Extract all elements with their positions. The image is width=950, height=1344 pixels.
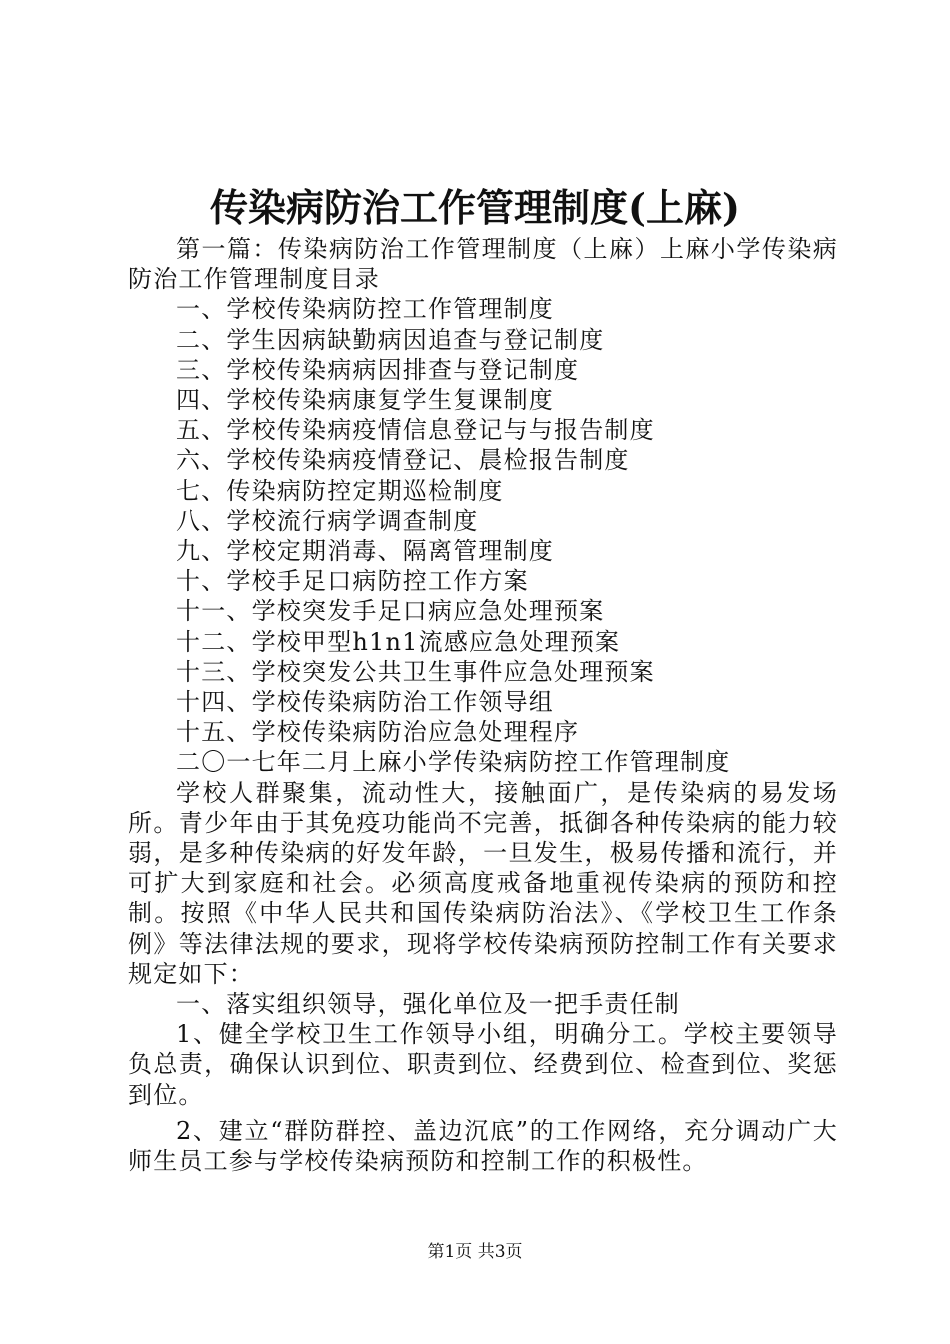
toc-item-2: 二、学生因病缺勤病因追查与登记制度 [176,325,605,354]
toc-item-6: 六、学校传染病疫情登记、晨检报告制度 [176,446,630,475]
page-number-footer: 第1页 共3页 [427,1242,523,1262]
toc-item-8: 八、学校流行病学调查制度 [176,506,479,535]
paragraph-intro: 第一篇：传染病防治工作管理制度（上麻）上麻小学传染病防治工作管理制度目录 [128,235,838,294]
toc-item-9: 九、学校定期消毒、隔离管理制度 [176,537,554,566]
document-body [128,234,838,1176]
toc-item-10: 十、学校手足口病防控工作方案 [176,567,529,596]
toc-item-4: 四、学校传染病康复学生复课制度 [176,386,554,415]
section-heading-1: 一、落实组织领导，强化单位及一把手责任制 [176,990,680,1019]
section-heading-date: 二〇一七年二月上麻小学传染病防控工作管理制度 [176,748,731,777]
toc-item-12: 十二、学校甲型h1n1流感应急处理预案 [176,627,621,656]
toc-item-1: 一、学校传染病防控工作管理制度 [176,295,554,324]
toc-item-7: 七、传染病防控定期巡检制度 [176,476,504,505]
paragraph-item-2: 2、建立“群防群控、盖边沉底”的工作网络，充分调动广大师生员工参与学校传染病预防和控制工作的积极性。 [128,1116,838,1176]
toc-item-13: 十三、学校突发公共卫生事件应急处理预案 [176,657,655,686]
toc-item-15: 十五、学校传染病防治应急处理程序 [176,718,580,747]
toc-item-5: 五、学校传染病疫情信息登记与与报告制度 [176,416,655,445]
document-title: 传染病防治工作管理制度(上麻) [210,185,740,230]
paragraph-item-1: 1、健全学校卫生工作领导小组，明确分工。学校主要领导负总责，确保认识到位、职责到位、经费到位、检查到位、奖惩到位。 [128,1020,838,1109]
toc-item-3: 三、学校传染病病因排查与登记制度 [176,355,580,384]
paragraph-body: 学校人群聚集，流动性大，接触面广，是传染病的易发场所。青少年由于其免疫功能尚不完善，抵御各种传染病的能力较弱，是多种传染病的好发年龄，一旦发生，极易传播和流行，并可扩大到家庭和社会。必须高度戒备地重视传染病的预防和控制。按照《中华人民共和国传染病防治法》、《学校卫生工作条例》等法律法规的要求，现将学校传染病预防控制工作有关要求规定如下： [128,778,838,988]
toc-item-14: 十四、学校传染病防治工作领导组 [176,688,554,717]
toc-item-11: 十一、学校突发手足口病应急处理预案 [176,597,605,626]
